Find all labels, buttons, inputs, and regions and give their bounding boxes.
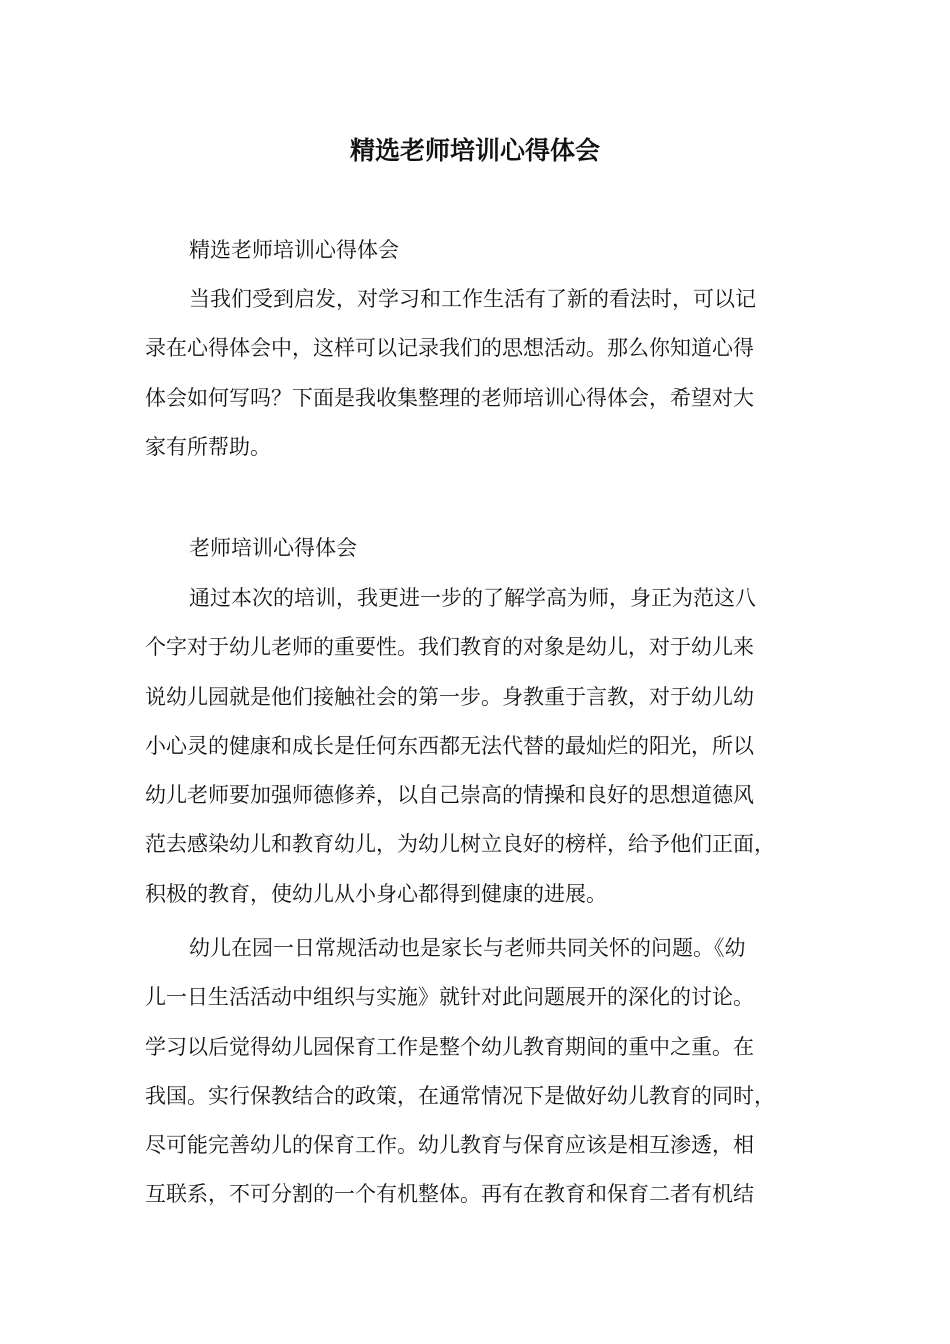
paragraph-line: 个字对于幼儿老师的重要性。我们教育的对象是幼儿，对于幼儿来 xyxy=(145,635,754,660)
paragraph-line: 小心灵的健康和成长是任何东西都无法代替的最灿烂的阳光，所以 xyxy=(145,733,754,758)
paragraph xyxy=(145,275,833,472)
paragraph-line: 幼儿在园一日常规活动也是家长与老师共同关怀的问题。《幼 xyxy=(189,936,746,960)
paragraph-line: 尽可能完善幼儿的保育工作。幼儿教育与保育应该是相互渗透，相 xyxy=(145,1133,754,1158)
paragraph-line: 当我们受到启发，对学习和工作生活有了新的看法时，可以记 xyxy=(189,287,756,311)
paragraph-line: 互联系，不可分割的一个有机整体。再有在教育和保育二者有机结 xyxy=(145,1182,754,1207)
paragraph-line: 通过本次的培训，我更进一步的了解学高为师，身正为范这八 xyxy=(189,586,756,610)
paragraph-line: 录在心得体会中，这样可以记录我们的思想活动。那么你知道心得 xyxy=(145,336,754,361)
paragraph xyxy=(145,574,833,919)
section-heading xyxy=(145,524,833,573)
section-heading-text: 老师培训心得体会 xyxy=(189,536,357,560)
paragraph-line: 儿一日生活活动中组织与实施》就针对此问题展开的深化的讨论。 xyxy=(145,985,754,1010)
paragraph-line: 我国。实行保教结合的政策，在通常情况下是做好幼儿教育的同时， xyxy=(145,1083,775,1108)
paragraph-line: 体会如何写吗？下面是我收集整理的老师培训心得体会，希望对大 xyxy=(145,385,754,410)
paragraph-line: 家有所帮助。 xyxy=(145,434,271,459)
paragraph-line: 积极的教育，使幼儿从小身心都得到健康的进展。 xyxy=(145,881,607,906)
paragraph-line: 学习以后觉得幼儿园保育工作是整个幼儿教育期间的重中之重。在 xyxy=(145,1034,754,1059)
paragraph-line: 幼儿老师要加强师德修养，以自己崇高的情操和良好的思想道德风 xyxy=(145,783,754,808)
paragraph-line: 范去感染幼儿和教育幼儿，为幼儿树立良好的榜样，给予他们正面， xyxy=(145,832,775,857)
paragraph-line: 说幼儿园就是他们接触社会的第一步。身教重于言教，对于幼儿幼 xyxy=(145,684,754,709)
document-title: 精选老师培训心得体会 xyxy=(349,136,600,165)
section-heading xyxy=(145,226,833,275)
section-heading-text: 精选老师培训心得体会 xyxy=(189,238,399,262)
paragraph xyxy=(145,924,833,1220)
